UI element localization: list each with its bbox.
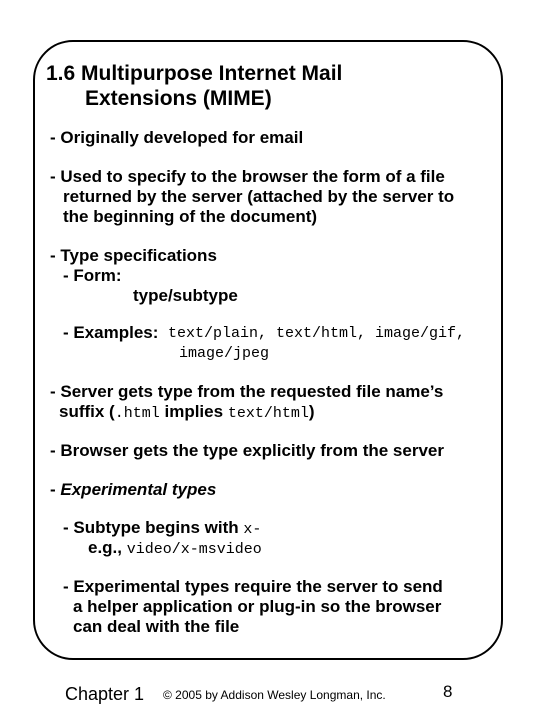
bullet-browser-gets-type: - Browser gets the type explicitly from the server: [50, 441, 444, 460]
bullet-experimental-types: [50, 480, 216, 500]
suffix-label: suffix (: [59, 402, 115, 421]
sub-bullet-helper-line1: - Experimental types require the server to send: [63, 577, 443, 596]
bullet-used-to-specify-line1: - Used to specify to the browser the form of a file: [50, 167, 445, 186]
eg-label: e.g.,: [88, 538, 123, 557]
bullet-server-gets-type-line2: [59, 402, 315, 424]
slide-title-line1: 1.6 Multipurpose Internet Mail: [46, 62, 343, 85]
form-value: type/subtype: [133, 286, 238, 305]
sub-bullet-form: - Form:: [63, 266, 122, 285]
subtype-prefix-code: x-: [243, 521, 262, 538]
sub-bullet-examples-label: - Examples:: [63, 323, 159, 342]
bullet-used-to-specify-line2: returned by the server (attached by the server to: [63, 187, 455, 206]
sub-bullet-helper-line3: can deal with the file: [73, 617, 240, 636]
eg-code: video/x-msvideo: [126, 541, 262, 558]
page-number: 8: [443, 682, 453, 701]
footer-chapter: Chapter 1: [65, 684, 145, 704]
implies-code: text/html: [227, 405, 309, 422]
sub-bullet-subtype: [63, 518, 261, 540]
experimental-types-italic: Experimental types: [60, 480, 217, 499]
experimental-dash: -: [50, 480, 61, 499]
subtype-example: [88, 538, 262, 560]
examples-code-line2: image/jpeg: [179, 345, 270, 362]
bullet-originally: - Originally developed for email: [50, 128, 304, 147]
subtype-label: - Subtype begins with: [63, 518, 239, 537]
footer-copyright: © 2005 by Addison Wesley Longman, Inc.: [163, 688, 386, 702]
close-paren: ): [308, 402, 315, 421]
bullet-type-specifications: - Type specifications: [50, 246, 217, 265]
slide-title-line2: Extensions (MIME): [85, 87, 272, 110]
examples-code-line1: text/plain, text/html, image/gif,: [168, 325, 466, 342]
bullet-server-gets-type-line1: - Server gets type from the requested file name’s: [50, 382, 444, 401]
suffix-code: .html: [114, 405, 160, 422]
bullet-used-to-specify-line3: the beginning of the document): [63, 207, 318, 226]
sub-bullet-helper-line2: a helper application or plug-in so the browser: [73, 597, 442, 616]
implies-label: implies: [164, 402, 224, 421]
